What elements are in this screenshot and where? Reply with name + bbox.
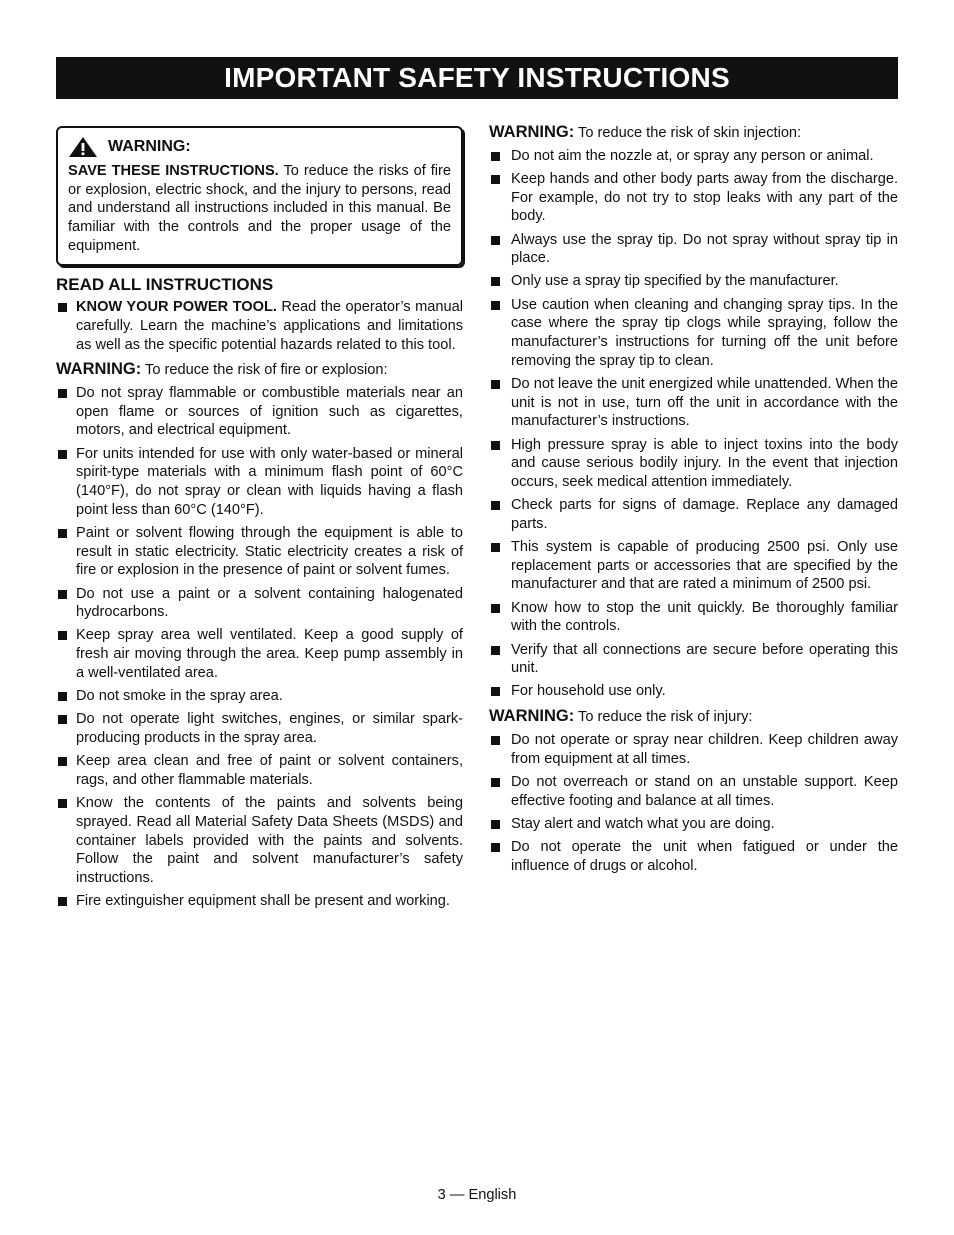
bullet-square-icon bbox=[58, 799, 67, 808]
bullet-square-icon bbox=[491, 441, 500, 450]
bullet-square-icon bbox=[58, 715, 67, 724]
list-item-text: Stay alert and watch what you are doing. bbox=[511, 815, 775, 832]
bullet-square-icon bbox=[491, 843, 500, 852]
list-item-text: Do not aim the nozzle at, or spray any person or animal. bbox=[511, 147, 874, 164]
list-item bbox=[56, 687, 463, 706]
list-item-text: Do not operate the unit when fatigued or under the influence of drugs or alcohol. bbox=[511, 838, 898, 874]
page-footer: 3 — English bbox=[437, 1187, 517, 1203]
list-item bbox=[489, 599, 898, 636]
list-item bbox=[56, 445, 463, 520]
injury-warning-line bbox=[489, 707, 898, 727]
save-instructions-lead: SAVE THESE INSTRUCTIONS. bbox=[68, 163, 279, 179]
bullet-square-icon bbox=[58, 389, 67, 398]
left-column bbox=[56, 126, 463, 915]
list-item bbox=[489, 231, 898, 268]
bullet-square-icon bbox=[491, 301, 500, 310]
list-item-text: For household use only. bbox=[511, 683, 666, 700]
list-item bbox=[56, 298, 463, 354]
list-item-text: Do not operate or spray near children. Keep children away from equipment at all times. bbox=[511, 731, 898, 767]
injury-warning-list bbox=[489, 731, 898, 875]
list-item-text: Do not use a paint or a solvent containing halogenated hydrocarbons. bbox=[76, 585, 463, 621]
bullet-square-icon bbox=[491, 501, 500, 510]
warning-triangle-icon bbox=[68, 136, 98, 158]
list-item bbox=[489, 815, 898, 834]
list-item bbox=[489, 147, 898, 166]
bullet-square-icon bbox=[491, 175, 500, 184]
list-item bbox=[56, 710, 463, 747]
bullet-square-icon bbox=[58, 529, 67, 538]
skin-warning-line bbox=[489, 123, 898, 143]
list-item bbox=[489, 641, 898, 678]
fire-warning-line bbox=[56, 360, 463, 380]
list-item bbox=[489, 272, 898, 291]
list-item bbox=[489, 375, 898, 431]
list-item-text: Do not leave the unit energized while unattended. When the unit is not in use, turn off the unit in accordance with the manufacturer’s instructions. bbox=[511, 375, 898, 430]
list-item-text: Know how to stop the unit quickly. Be thoroughly familiar with the controls. bbox=[511, 599, 898, 635]
list-item bbox=[56, 892, 463, 911]
fire-warning-text: To reduce the risk of fire or explosion: bbox=[141, 362, 388, 379]
list-item-text: Always use the spray tip. Do not spray without spray tip in place. bbox=[511, 231, 898, 267]
bullet-square-icon bbox=[491, 380, 500, 389]
read-all-instructions-title: READ ALL INSTRUCTIONS bbox=[56, 274, 274, 294]
bullet-square-icon bbox=[491, 277, 500, 286]
fire-warning-label: WARNING: bbox=[56, 360, 142, 379]
know-your-tool-text: Read the operator’s manual carefully. Learn the machine’s applications and limitations as well as the specific potential hazards related to this tool. bbox=[76, 299, 463, 353]
bullet-square-icon bbox=[491, 236, 500, 245]
bullet-square-icon bbox=[58, 897, 67, 906]
list-item bbox=[489, 496, 898, 533]
bullet-square-icon bbox=[58, 631, 67, 640]
injury-warning-label: WARNING: bbox=[489, 707, 575, 726]
bullet-square-icon bbox=[58, 303, 67, 312]
list-item-text: Do not operate light switches, engines, or similar spark-producing products in the spray area. bbox=[76, 711, 463, 746]
list-item-text: Do not smoke in the spray area. bbox=[76, 688, 283, 705]
list-item bbox=[489, 773, 898, 810]
list-item bbox=[56, 794, 463, 888]
list-item bbox=[489, 170, 898, 226]
bullet-square-icon bbox=[491, 646, 500, 655]
list-item bbox=[489, 436, 898, 492]
list-item bbox=[56, 752, 463, 789]
bullet-square-icon bbox=[491, 820, 500, 829]
list-item-text: Keep spray area well ventilated. Keep a good supply of fresh air moving through the area. Keep pump assembly in a well-ventilated area. bbox=[76, 627, 463, 681]
bullet-square-icon bbox=[491, 604, 500, 613]
fire-warning-list bbox=[56, 384, 463, 911]
list-item-text: Know the contents of the paints and solvents being sprayed. Read all Material Safety Data Sheets (MSDS) and container labels provided with the paints and solvents. Follow the paint and solvent manufacturer’s safety instructions. bbox=[76, 795, 463, 886]
list-item-text: High pressure spray is able to inject toxins into the body and cause serious bodily injury. In the event that injection occurs, seek medical attention immediately. bbox=[511, 436, 898, 490]
skin-warning-text: To reduce the risk of skin injection: bbox=[574, 125, 802, 141]
list-item bbox=[489, 731, 898, 768]
list-item bbox=[489, 682, 898, 701]
list-item-text: Keep hands and other body parts away from the discharge. For example, do not try to stop leaks with any part of the body. bbox=[511, 170, 898, 225]
bullet-square-icon bbox=[58, 692, 67, 701]
list-item-text: This system is capable of producing 2500 psi. Only use replacement parts or accessories that are specified by the manufacturer and that are rated a minimum of 2500 psi. bbox=[511, 539, 898, 593]
know-your-tool-lead: KNOW YOUR POWER TOOL. bbox=[76, 299, 277, 316]
bullet-square-icon bbox=[491, 543, 500, 552]
list-item-text: Check parts for signs of damage. Replace any damaged parts. bbox=[511, 497, 898, 532]
save-instructions-body: To reduce the risks of fire or explosion, electric shock, and the injury to persons, read and understand all instructions included in this manual. Be familiar with the controls and the proper usage of the equipment. bbox=[68, 163, 451, 254]
list-item-text: Fire extinguisher equipment shall be present and working. bbox=[76, 893, 450, 910]
skin-warning-label: WARNING: bbox=[489, 123, 575, 141]
bullet-square-icon bbox=[491, 687, 500, 696]
bullet-square-icon bbox=[491, 736, 500, 745]
page-title: IMPORTANT SAFETY INSTRUCTIONS bbox=[56, 57, 898, 99]
read-instructions-list bbox=[56, 298, 463, 354]
list-item bbox=[489, 538, 898, 594]
right-column bbox=[489, 123, 898, 880]
list-item-text: Do not overreach or stand on an unstable support. Keep effective footing and balance at all times. bbox=[511, 773, 898, 809]
warning-heading bbox=[68, 136, 451, 158]
list-item bbox=[489, 838, 898, 875]
bullet-square-icon bbox=[491, 778, 500, 787]
list-item bbox=[56, 524, 463, 580]
skin-warning-list bbox=[489, 147, 898, 701]
injury-warning-text: To reduce the risk of injury: bbox=[574, 709, 753, 726]
save-instructions-warning-box bbox=[56, 126, 463, 266]
list-item bbox=[56, 626, 463, 682]
list-item bbox=[489, 296, 898, 371]
list-item-text: Paint or solvent flowing through the equipment is able to result in static electricity. Static electricity creates a risk of fire or explosion in the presence of paint or solvent fumes. bbox=[76, 524, 463, 579]
save-instructions-text bbox=[68, 162, 451, 256]
list-item-text: Verify that all connections are secure before operating this unit. bbox=[511, 641, 898, 677]
list-item-text: Keep area clean and free of paint or solvent containers, rags, and other flammable materials. bbox=[76, 753, 463, 788]
bullet-square-icon bbox=[58, 450, 67, 459]
list-item-text: Do not spray flammable or combustible materials near an open flame or sources of ignition such as cigarettes, motors, and electrical equipment. bbox=[76, 385, 463, 439]
list-item bbox=[56, 384, 463, 440]
list-item-text: For units intended for use with only water-based or mineral spirit-type materials with a minimum flash point of 60°C (140°F), do not spray or clean with liquids having a flash point less than 60°C (140°F). bbox=[76, 445, 463, 518]
warning-label: WARNING: bbox=[108, 137, 191, 155]
list-item-text: Use caution when cleaning and changing spray tips. In the case where the spray tip clogs while spraying, follow the manufacturer’s instructions for turning off the unit before removing the spray tip to clean. bbox=[511, 296, 898, 369]
list-item bbox=[56, 585, 463, 622]
bullet-square-icon bbox=[58, 757, 67, 766]
bullet-square-icon bbox=[58, 590, 67, 599]
list-item-text: Only use a spray tip specified by the manufacturer. bbox=[511, 273, 839, 290]
bullet-square-icon bbox=[491, 152, 500, 161]
